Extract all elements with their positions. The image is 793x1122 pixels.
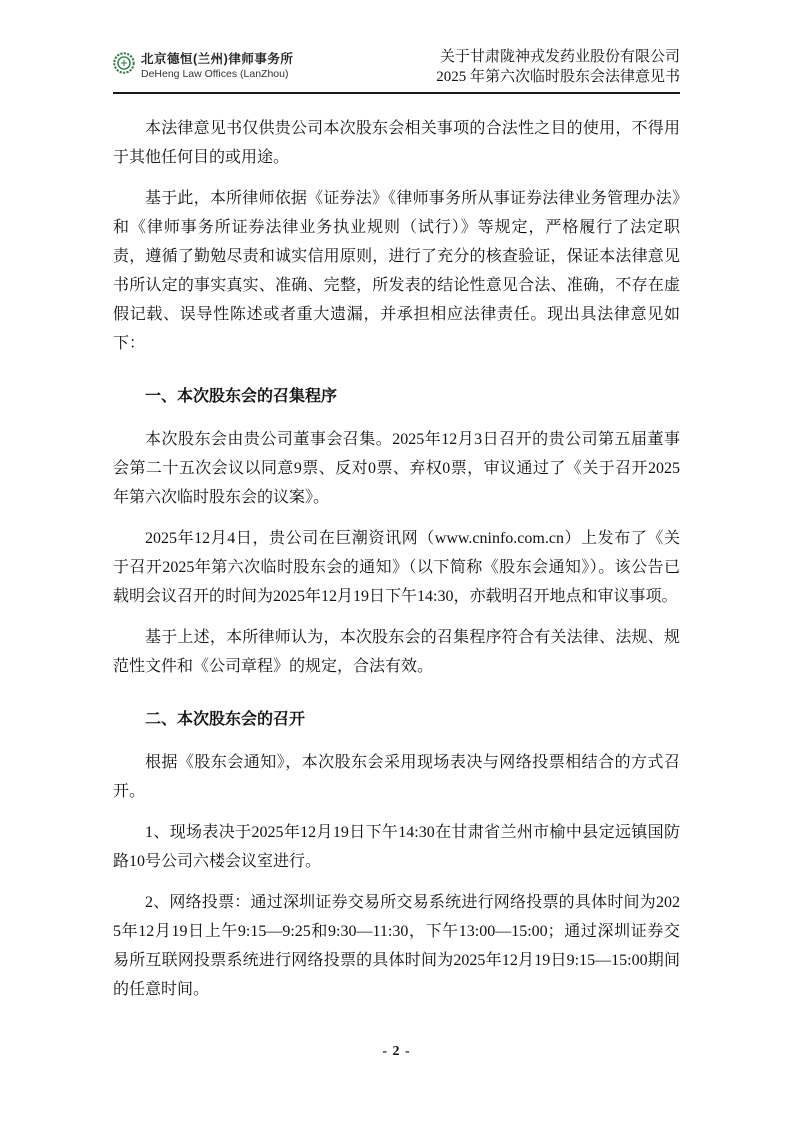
- body-paragraph: 根据《股东会通知》，本次股东会采用现场表决与网络投票相结合的方式召开。: [113, 754, 680, 800]
- firm-identity: [113, 48, 293, 80]
- firm-name-cn: 北京德恒(兰州)律师事务所: [141, 52, 294, 66]
- page-number: - 2 -: [382, 1044, 411, 1059]
- body-paragraph: 基于上述，本所律师认为，本次股东会的召集程序符合有关法律、法规、规范性文件和《公司章程》的规定，合法有效。: [113, 629, 680, 675]
- document-title-line1: 关于甘肃陇神戎发药业股份有限公司: [439, 49, 680, 65]
- body-paragraph: 本次股东会由贵公司董事会召集。2025年12月3日召开的贵公司第五届董事会第二十五次会议以同意9票、反对0票、弃权0票，审议通过了《关于召开2025年第六次临时股东会的议案》。: [113, 431, 680, 506]
- header-divider: [113, 92, 680, 94]
- document-body: [113, 114, 680, 1004]
- document-footer: [0, 1042, 793, 1060]
- body-paragraph: 1、现场表决于2025年12月19日下午14:30在甘肃省兰州市榆中县定远镇国防路10号公司六楼会议室进行。: [113, 824, 680, 870]
- section-heading: 二、本次股东会的召开: [145, 711, 306, 728]
- document-title-line2: 2025 年第六次临时股东会法律意见书: [436, 68, 680, 85]
- body-paragraph: 2、网络投票：通过深圳证券交易所交易系统进行网络投票的具体时间为2025年12月19日上午9:15—9:25和9:30—11:30，下午13:00—15:00；通过深圳证券交易所互联网投票系统进行网络投票的具体时间为2025年12月19日9:15—15:00期间的任意时间。: [113, 894, 680, 998]
- firm-name-en: DeHeng Law Offices (LanZhou): [141, 68, 289, 81]
- body-paragraph: 基于此，本所律师依据《证券法》《律师事务所从事证券法律业务管理办法》和《律师事务所证券法律业务执业规则（试行）》等规定，严格履行了法定职责，遵循了勤勉尽责和诚实信用原则，进行了充分的核查验证，保证本法律意见书所认定的事实真实、准确、完整，所发表的结论性意见合法、准确，不存在虚假记载、误导性陈述或者重大遗漏，并承担相应法律责任。现出具法律意见如下：: [113, 190, 680, 352]
- body-paragraph: 本法律意见书仅供贵公司本次股东会相关事项的合法性之目的使用，不得用于其他任何目的或用途。: [113, 120, 680, 166]
- firm-names: [141, 52, 293, 80]
- document-title: [436, 48, 680, 87]
- section-heading: 一、本次股东会的召集程序: [145, 388, 338, 405]
- deheng-logo-icon: [113, 52, 135, 74]
- document-header: [113, 48, 680, 87]
- body-paragraph: 2025年12月4日，贵公司在巨潮资讯网（www.cninfo.com.cn）上发布了《关于召开2025年第六次临时股东会的通知》（以下简称《股东会通知》）。该公告已载明会议召开的时间为2025年12月19日下午14:30，亦载明召开地点和审议事项。: [113, 530, 680, 605]
